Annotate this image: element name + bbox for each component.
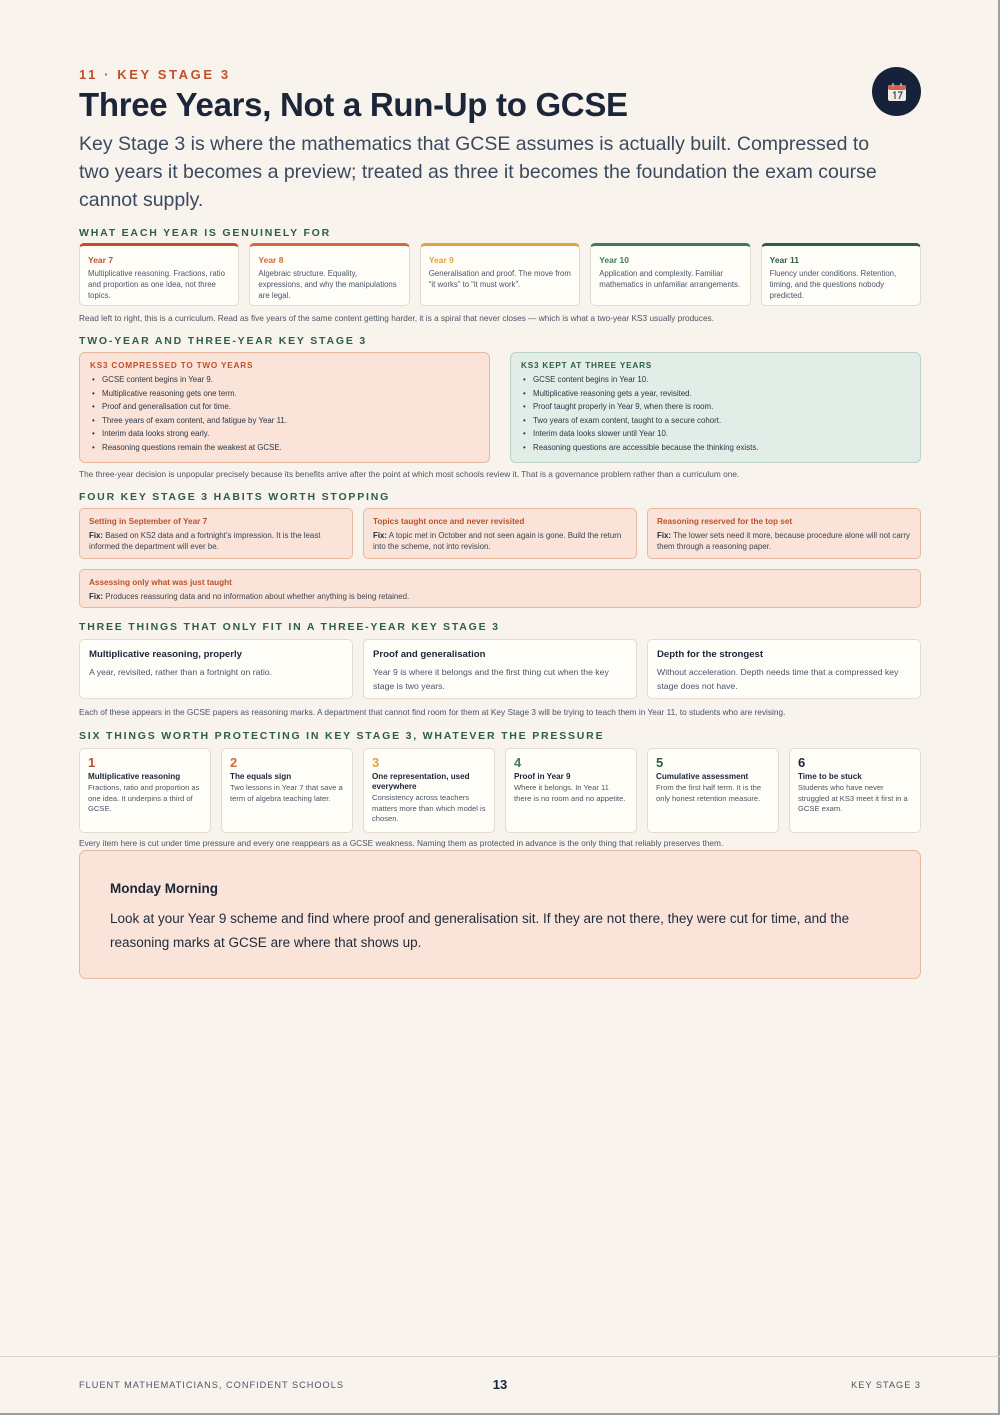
list-item: • Multiplicative reasoning gets a year, revisited. — [521, 387, 910, 401]
calendar-icon — [872, 67, 921, 116]
list-item: • Two years of exam content, taught to a secure cohort. — [521, 414, 910, 428]
list-item: • GCSE content begins in Year 10. — [521, 373, 910, 387]
year-label: Year 7 — [88, 255, 114, 265]
year-text: Fluency under conditions. Retention, timing, and the questions nobody predicted. — [769, 269, 897, 300]
habit-fix — [657, 530, 911, 552]
protect-title: One representation, used everywhere — [372, 772, 470, 791]
list-item: • Three years of exam content, and fatigue by Year 11. — [90, 414, 479, 428]
protect-title: Cumulative assessment — [656, 772, 749, 781]
fix-text: Based on KS2 data and a fortnight’s impression. It is the least informed the department will ever be. — [89, 531, 321, 551]
habit-fix — [89, 530, 343, 552]
fit-card — [363, 639, 637, 699]
list-item: • Multiplicative reasoning gets one term. — [90, 387, 479, 401]
protect-number: 2 — [230, 755, 238, 770]
fit-title: Proof and generalisation — [373, 649, 486, 660]
year-cards — [79, 243, 921, 306]
fit-text: A year, revisited, rather than a fortnight on ratio. — [89, 667, 273, 677]
section-eyebrow: 11 · KEY STAGE 3 — [79, 67, 231, 82]
protect-title: Time to be stuck — [798, 772, 862, 781]
list-item: • Proof and generalisation cut for time. — [90, 400, 479, 414]
compare-note: The three-year decision is unpopular precisely because its benefits arrive after the point at which most schools review it. That is a governance problem rather than a curriculum one. — [79, 469, 740, 479]
protect-card — [79, 748, 211, 833]
list-item: • Interim data looks slower until Year 10. — [521, 427, 910, 441]
footer-divider — [0, 1356, 1000, 1357]
compare-cards — [79, 352, 921, 463]
monday-morning-callout — [79, 850, 921, 979]
year-text: Generalisation and proof. The move from “it works” to “it must work”. — [428, 269, 571, 289]
fix-label: Fix: — [89, 531, 104, 540]
protect-number: 1 — [88, 755, 96, 770]
protect-heading: SIX THINGS WORTH PROTECTING IN KEY STAGE 3, WHATEVER THE PRESSURE — [79, 730, 605, 742]
year-card — [249, 243, 409, 306]
callout-text: Look at your Year 9 scheme and find where proof and generalisation sit. If they are not there, they were cut for time, and the reasoning marks at GCSE are where that shows up. — [110, 911, 850, 950]
fit-card — [79, 639, 353, 699]
callout-title: Monday Morning — [110, 881, 218, 896]
protect-title: The equals sign — [230, 772, 292, 781]
protect-text: Two lessons in Year 7 that save a term of algebra teaching later. — [230, 783, 343, 803]
fix-label: Fix: — [89, 592, 104, 601]
habit-card — [363, 508, 637, 559]
protect-card — [647, 748, 779, 833]
habit-title: Assessing only what was just taught — [89, 578, 232, 587]
footer-book-title: FLUENT MATHEMATICIANS, CONFIDENT SCHOOLS — [79, 1380, 344, 1390]
two-year-card — [79, 352, 490, 463]
habit-title: Reasoning reserved for the top set — [657, 517, 793, 526]
fix-text: Produces reassuring data and no information about whether anything is being retained. — [105, 592, 410, 601]
three-year-list — [521, 373, 910, 454]
fix-label: Fix: — [657, 531, 672, 540]
protect-number: 6 — [798, 755, 806, 770]
year-card — [590, 243, 750, 306]
fit-card — [647, 639, 921, 699]
protect-number: 4 — [514, 755, 522, 770]
habit-title: Topics taught once and never revisited — [373, 517, 525, 526]
page-number: 13 — [492, 1377, 508, 1392]
protect-note: Every item here is cut under time pressure and every one reappears as a GCSE weakness. Naming them as protected in advance is the only thing that reliably preserves them. — [79, 838, 724, 848]
protect-title: Proof in Year 9 — [514, 772, 571, 781]
year-label: Year 8 — [258, 255, 284, 265]
protect-text: Fractions, ratio and proportion as one idea. It underpins a third of GCSE. — [88, 783, 200, 813]
year-card — [761, 243, 921, 306]
list-item: • Reasoning questions remain the weakest at GCSE. — [90, 441, 479, 455]
year-text: Application and complexity. Familiar mathematics in unfamiliar arrangements. — [599, 269, 741, 289]
fit-title: Multiplicative reasoning, properly — [89, 649, 242, 660]
habit-title: Setting in September of Year 7 — [89, 517, 208, 526]
habits-heading: FOUR KEY STAGE 3 HABITS WORTH STOPPING — [79, 491, 391, 503]
three-year-card — [510, 352, 921, 463]
list-item: • GCSE content begins in Year 9. — [90, 373, 479, 387]
protect-number: 5 — [656, 755, 664, 770]
list-item: • Proof taught properly in Year 9, when there is room. — [521, 400, 910, 414]
habit-card — [647, 508, 921, 559]
two-year-list — [90, 373, 479, 454]
fit-text: Without acceleration. Depth needs time that a compressed key stage does not have. — [657, 667, 899, 691]
page-title: Three Years, Not a Run-Up to GCSE — [79, 86, 628, 123]
habit-fix — [89, 591, 911, 602]
habit-fix — [373, 530, 627, 552]
habit-card — [79, 569, 921, 608]
fix-text: A topic met in October and not seen again is gone. Build the return into the scheme, not into revision. — [373, 531, 622, 551]
year-label: Year 9 — [428, 255, 454, 265]
three-year-title: KS3 KEPT AT THREE YEARS — [521, 361, 653, 370]
protect-cards — [79, 748, 921, 833]
protect-card — [221, 748, 353, 833]
fits-note: Each of these appears in the GCSE papers as reasoning marks. A department that cannot find room for them at Key Stage 3 will be trying to teach them in Year 11, to students who are revising. — [79, 707, 786, 717]
footer-section: KEY STAGE 3 — [851, 1380, 921, 1390]
protect-text: Students who have never struggled at KS3 meet it first in a GCSE exam. — [798, 783, 908, 813]
list-item: • Reasoning questions are accessible because the thinking exists. — [521, 441, 910, 455]
protect-text: From the first half term. It is the only honest retention measure. — [656, 783, 762, 803]
protect-text: Where it belongs. In Year 11 there is no room and no appetite. — [514, 783, 626, 803]
protect-card — [789, 748, 921, 833]
list-item: • Interim data looks strong early. — [90, 427, 479, 441]
compare-heading: TWO-YEAR AND THREE-YEAR KEY STAGE 3 — [79, 335, 367, 347]
protect-card — [363, 748, 495, 833]
protect-title: Multiplicative reasoning — [88, 772, 181, 781]
year-text: Algebraic structure. Equality, expressions, and why the manipulations are legal. — [258, 269, 397, 300]
habit-card — [79, 508, 353, 559]
years-heading: WHAT EACH YEAR IS GENUINELY FOR — [79, 227, 332, 239]
fits-heading: THREE THINGS THAT ONLY FIT IN A THREE-YEAR KEY STAGE 3 — [79, 621, 500, 633]
two-year-title: KS3 COMPRESSED TO TWO YEARS — [90, 361, 254, 370]
year-card — [79, 243, 239, 306]
fix-text: The lower sets need it more, because procedure alone will not carry them through a reasoning paper. — [657, 531, 910, 551]
protect-number: 3 — [372, 755, 380, 770]
year-text: Multiplicative reasoning. Fractions, ratio and proportion as one idea, not three topics. — [88, 269, 225, 300]
protect-text: Consistency across teachers matters more than which model is chosen. — [372, 793, 486, 823]
protect-card — [505, 748, 637, 833]
fix-label: Fix: — [373, 531, 388, 540]
fit-title: Depth for the strongest — [657, 649, 764, 660]
fit-text: Year 9 is where it belongs and the first thing cut when the key stage is two years. — [373, 667, 609, 691]
year-label: Year 11 — [769, 255, 799, 265]
years-note: Read left to right, this is a curriculum. Read as five years of the same content getting harder, it is a spiral that never closes — which is what a two-year KS3 usually produces. — [79, 313, 715, 323]
lede-paragraph: Key Stage 3 is where the mathematics that GCSE assumes is actually built. Compressed to two years it becomes a preview; treated as three it becomes the foundation the exam course cannot supply. — [79, 133, 877, 211]
year-card — [420, 243, 580, 306]
year-label: Year 10 — [599, 255, 629, 265]
